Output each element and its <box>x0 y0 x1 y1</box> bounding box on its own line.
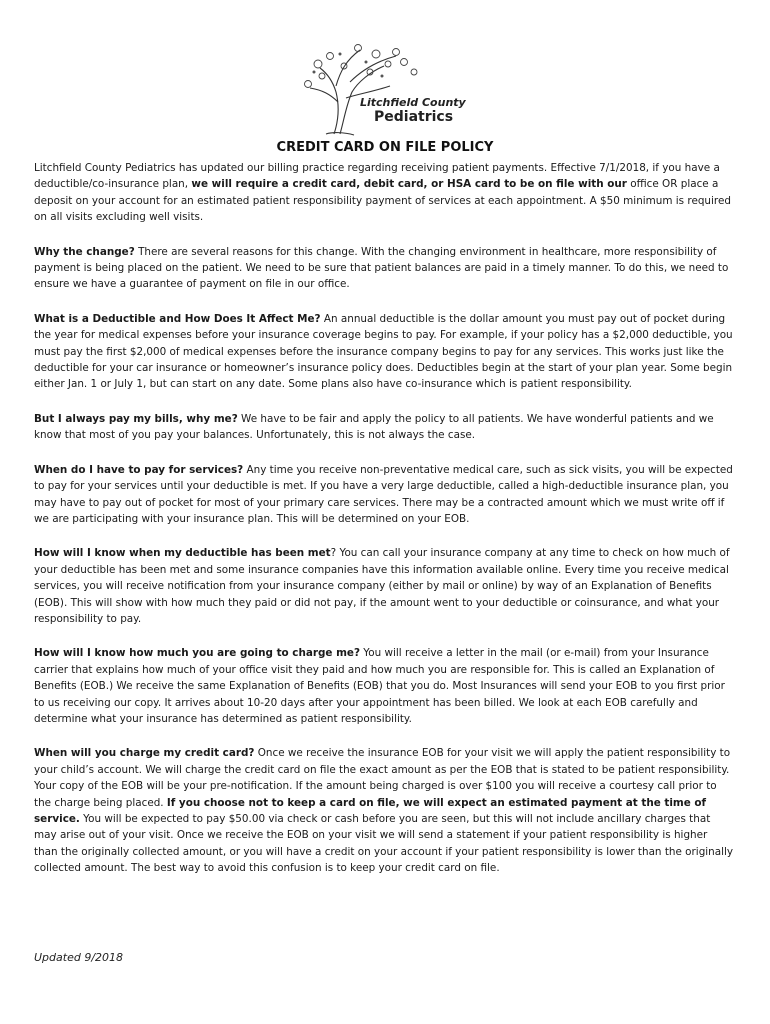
section-pay-bills <box>34 411 734 444</box>
section-question: How will I know how much you are going to charge me? <box>34 647 360 660</box>
section-answer: Any time you receive non-preventative medical care, such as sick visits, you will be expected to pay for your services until your deductible is met. If you have a very large deductible, called a high-deductible insurance plan, you may have to pay out of pocket for most of your primary care services. There may be a contracted amount which we must write off if we are participating with your insurance plan. This will be determined on your EOB. <box>34 463 733 525</box>
intro-paragraph <box>34 160 734 226</box>
section-how-much <box>34 645 734 727</box>
section-emphasis: If you choose not to keep a card on file, we will expect an estimated payment at the time of service. <box>34 796 707 825</box>
section-question: But I always pay my bills, why me? <box>34 412 238 425</box>
logo-line-2: Pediatrics <box>374 109 454 125</box>
updated-date: Updated 9/2018 <box>34 951 124 964</box>
section-question: How will I know when my deductible has been met <box>34 547 331 560</box>
section-when-charge <box>34 745 734 876</box>
section-answer: Once we receive the insurance EOB for your visit we will apply the patient responsibility to your child’s account. We will charge the credit card on file the exact amount as per the EOB that is stated to be patient responsibility. Your copy of the EOB will be your pre-notification. If the amount being charged is over $100 you will receive a courtesy call prior to the charge being placed. <box>34 747 731 809</box>
section-answer: We have to be fair and apply the policy to all patients. We have wonderful patients and we know that most of you pay your balances. Unfortunately, this is not always the case. <box>34 412 714 442</box>
intro-text-end: office OR place a deposit on your account for an estimated patient responsibility payment of services at each appointment. A $50 minimum is required on all visits excluding well visits. <box>34 178 731 224</box>
section-question: Why the change? <box>34 245 135 258</box>
section-answer: An annual deductible is the dollar amount you must pay out of pocket during the year for medical expenses before your insurance coverage begins to pay. For example, if your policy has a $2,000 deductible, you must pay the first $2,000 of medical expenses before the insurance company begins to pay for any services. This works just like the deductible for your car insurance or homeowner’s insurance policy does. Deductibles begin at the start of your plan year. Some begin either Jan. 1 or July 1, but can start on any date. Some plans also have co-insurance which is patient responsibility. <box>34 312 733 391</box>
section-answer: There are several reasons for this change. With the changing environment in healthcare, more responsibility of payment is being placed on the patient. We need to be sure that patient balances are paid in a timely manner. To do this, we need to ensure we have a guarantee of payment on file in our office. <box>34 245 729 291</box>
intro-text: Litchfield County Pediatrics has updated our billing practice regarding receiving patient payments. Effective 7/1/2018, if you have a deductible/co-insurance plan, <box>34 162 720 191</box>
section-question: When will you charge my credit card? <box>34 747 255 760</box>
section-deductible <box>34 311 734 393</box>
intro-emphasis: we will require a credit card, debit card, or HSA card to be on file with our <box>191 178 627 191</box>
section-question: What is a Deductible and How Does It Affect Me? <box>34 312 321 325</box>
section-question: When do I have to pay for services? <box>34 463 244 476</box>
section-answer: You will receive a letter in the mail (or e-mail) from your Insurance carrier that explains how much of your office visit they paid and how much you are responsible for. This is called an Explanation of Benefits (EOB.) We receive the same Explanation of Benefits (EOB) that you do. Most Insurances will send your EOB to you first prior to us receiving our copy. It arrives about 10-20 days after your appointment has been billed. We look at each EOB carefully and determine what your insurance has determined as patient responsibility. <box>34 647 725 725</box>
section-answer: ? You can call your insurance company at any time to check on how much of your deductible has been met and some insurance companies have this information available online. Every time you receive medical services, you will receive notification from your insurance company (either by mail or online) by way of an Explanation of Benefits (EOB). This will show with how much they paid or did not pay, if the amount went to your deductible or coinsurance, and what your responsibility to pay. <box>34 547 730 625</box>
section-answer-end: You will be expected to pay $50.00 via check or cash before you are seen, but this will not include ancillary charges that may arise out of your visit. Once we receive the EOB on your visit we will send a statement if your patient responsibility is higher than the originally collected amount, or you will have a credit on your account if your patient responsibility is lower than the originally collected amount. The best way to avoid this confusion is to keep your credit card on file. <box>34 813 734 875</box>
policy-body <box>34 160 734 895</box>
logo-line-1: Litchfield County <box>360 96 466 109</box>
section-when-pay <box>34 462 734 528</box>
page-title: CREDIT CARD ON FILE POLICY <box>276 140 494 155</box>
logo <box>300 42 466 138</box>
section-why-change <box>34 244 734 293</box>
section-deductible-met <box>34 545 734 627</box>
